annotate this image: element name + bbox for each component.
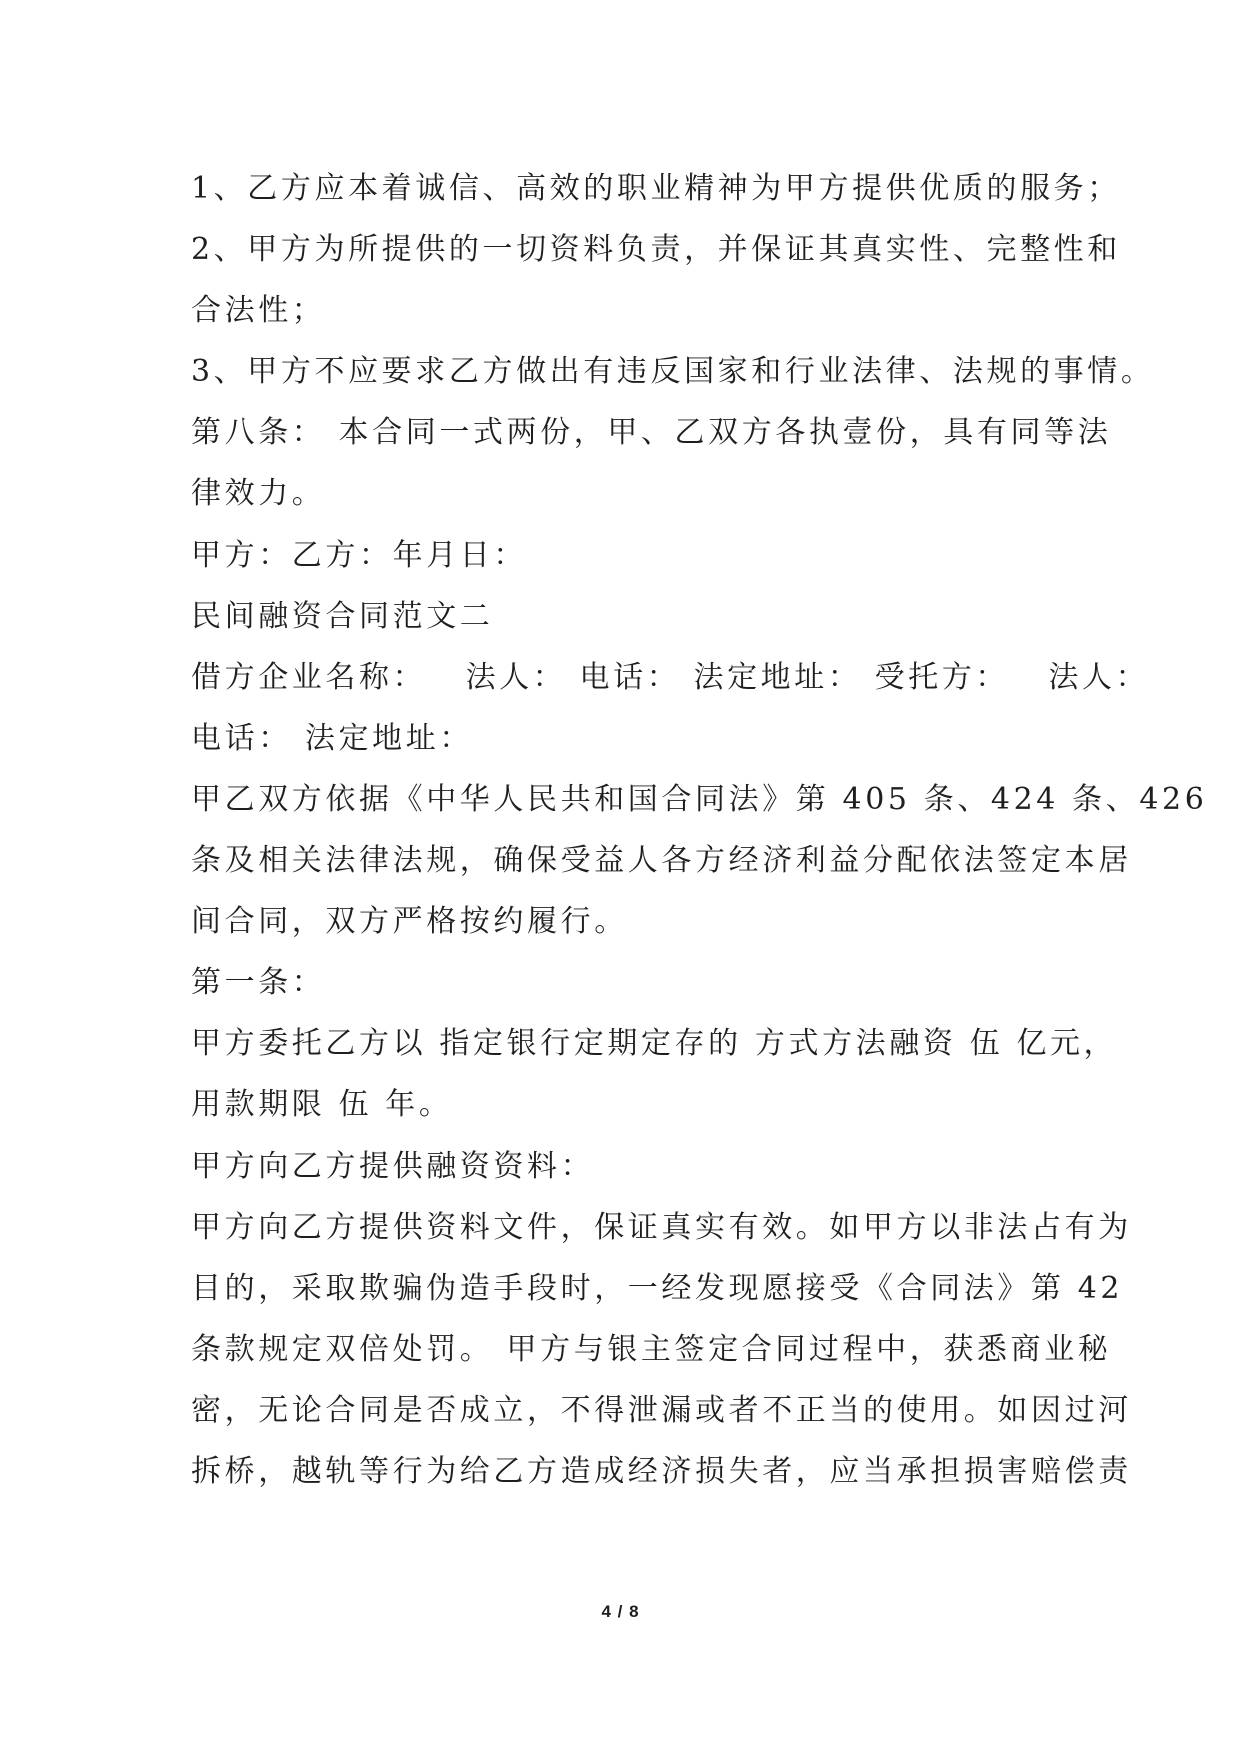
section-heading: 民间融资合同范文二 (191, 598, 494, 634)
text-line: 条款规定双倍处罚。 甲方与银主签定合同过程中，获悉商业秘 (191, 1331, 1112, 1367)
text-line: 甲方向乙方提供资料文件，保证真实有效。如甲方以非法占有为 (191, 1209, 1132, 1245)
text-line: 条及相关法律法规，确保受益人各方经济利益分配依法签定本居 (191, 843, 1132, 879)
text-line: 用款期限 伍 年。 (191, 1087, 453, 1123)
text-line: 第八条： 本合同一式两份，甲、乙双方各执壹份，具有同等法 (191, 415, 1112, 451)
text-line: 甲方向乙方提供融资资料： (191, 1148, 595, 1184)
text-line: 3、甲方不应要求乙方做出有违反国家和行业法律、法规的事情。 (191, 354, 1155, 390)
text-line: 密，无论合同是否成立，不得泄漏或者不正当的使用。如因过河 (191, 1392, 1132, 1428)
text-line: 合法性； (191, 293, 326, 329)
text-line: 电话： 法定地址： (191, 720, 473, 756)
document-body (191, 158, 1208, 1502)
page-number: 4 / 8 (601, 1602, 640, 1621)
text-line: 间合同，双方严格按约履行。 (191, 904, 628, 940)
text-line: 律效力。 (191, 476, 326, 512)
text-line: 甲方：乙方：年月日： (191, 537, 527, 573)
text-line: 拆桥，越轨等行为给乙方造成经济损失者，应当承担损害赔偿责 (191, 1453, 1132, 1489)
text-line: 1、乙方应本着诚信、高效的职业精神为甲方提供优质的服务； (191, 171, 1121, 206)
text-line: 2、甲方为所提供的一切资料负责，并保证其真实性、完整性和 (191, 232, 1121, 268)
text-line: 借方企业名称： 法人： 电话： 法定地址： 受托方： 法人： (191, 659, 1150, 695)
text-line: 甲方委托乙方以 指定银行定期定存的 方式方法融资 伍 亿元， (191, 1026, 1118, 1062)
text-line: 甲乙双方依据《中华人民共和国合同法》第 405 条、424 条、426 (191, 781, 1208, 817)
article-heading: 第一条： (191, 965, 326, 1001)
text-line: 目的，采取欺骗伪造手段时，一经发现愿接受《合同法》第 42 (191, 1270, 1124, 1306)
